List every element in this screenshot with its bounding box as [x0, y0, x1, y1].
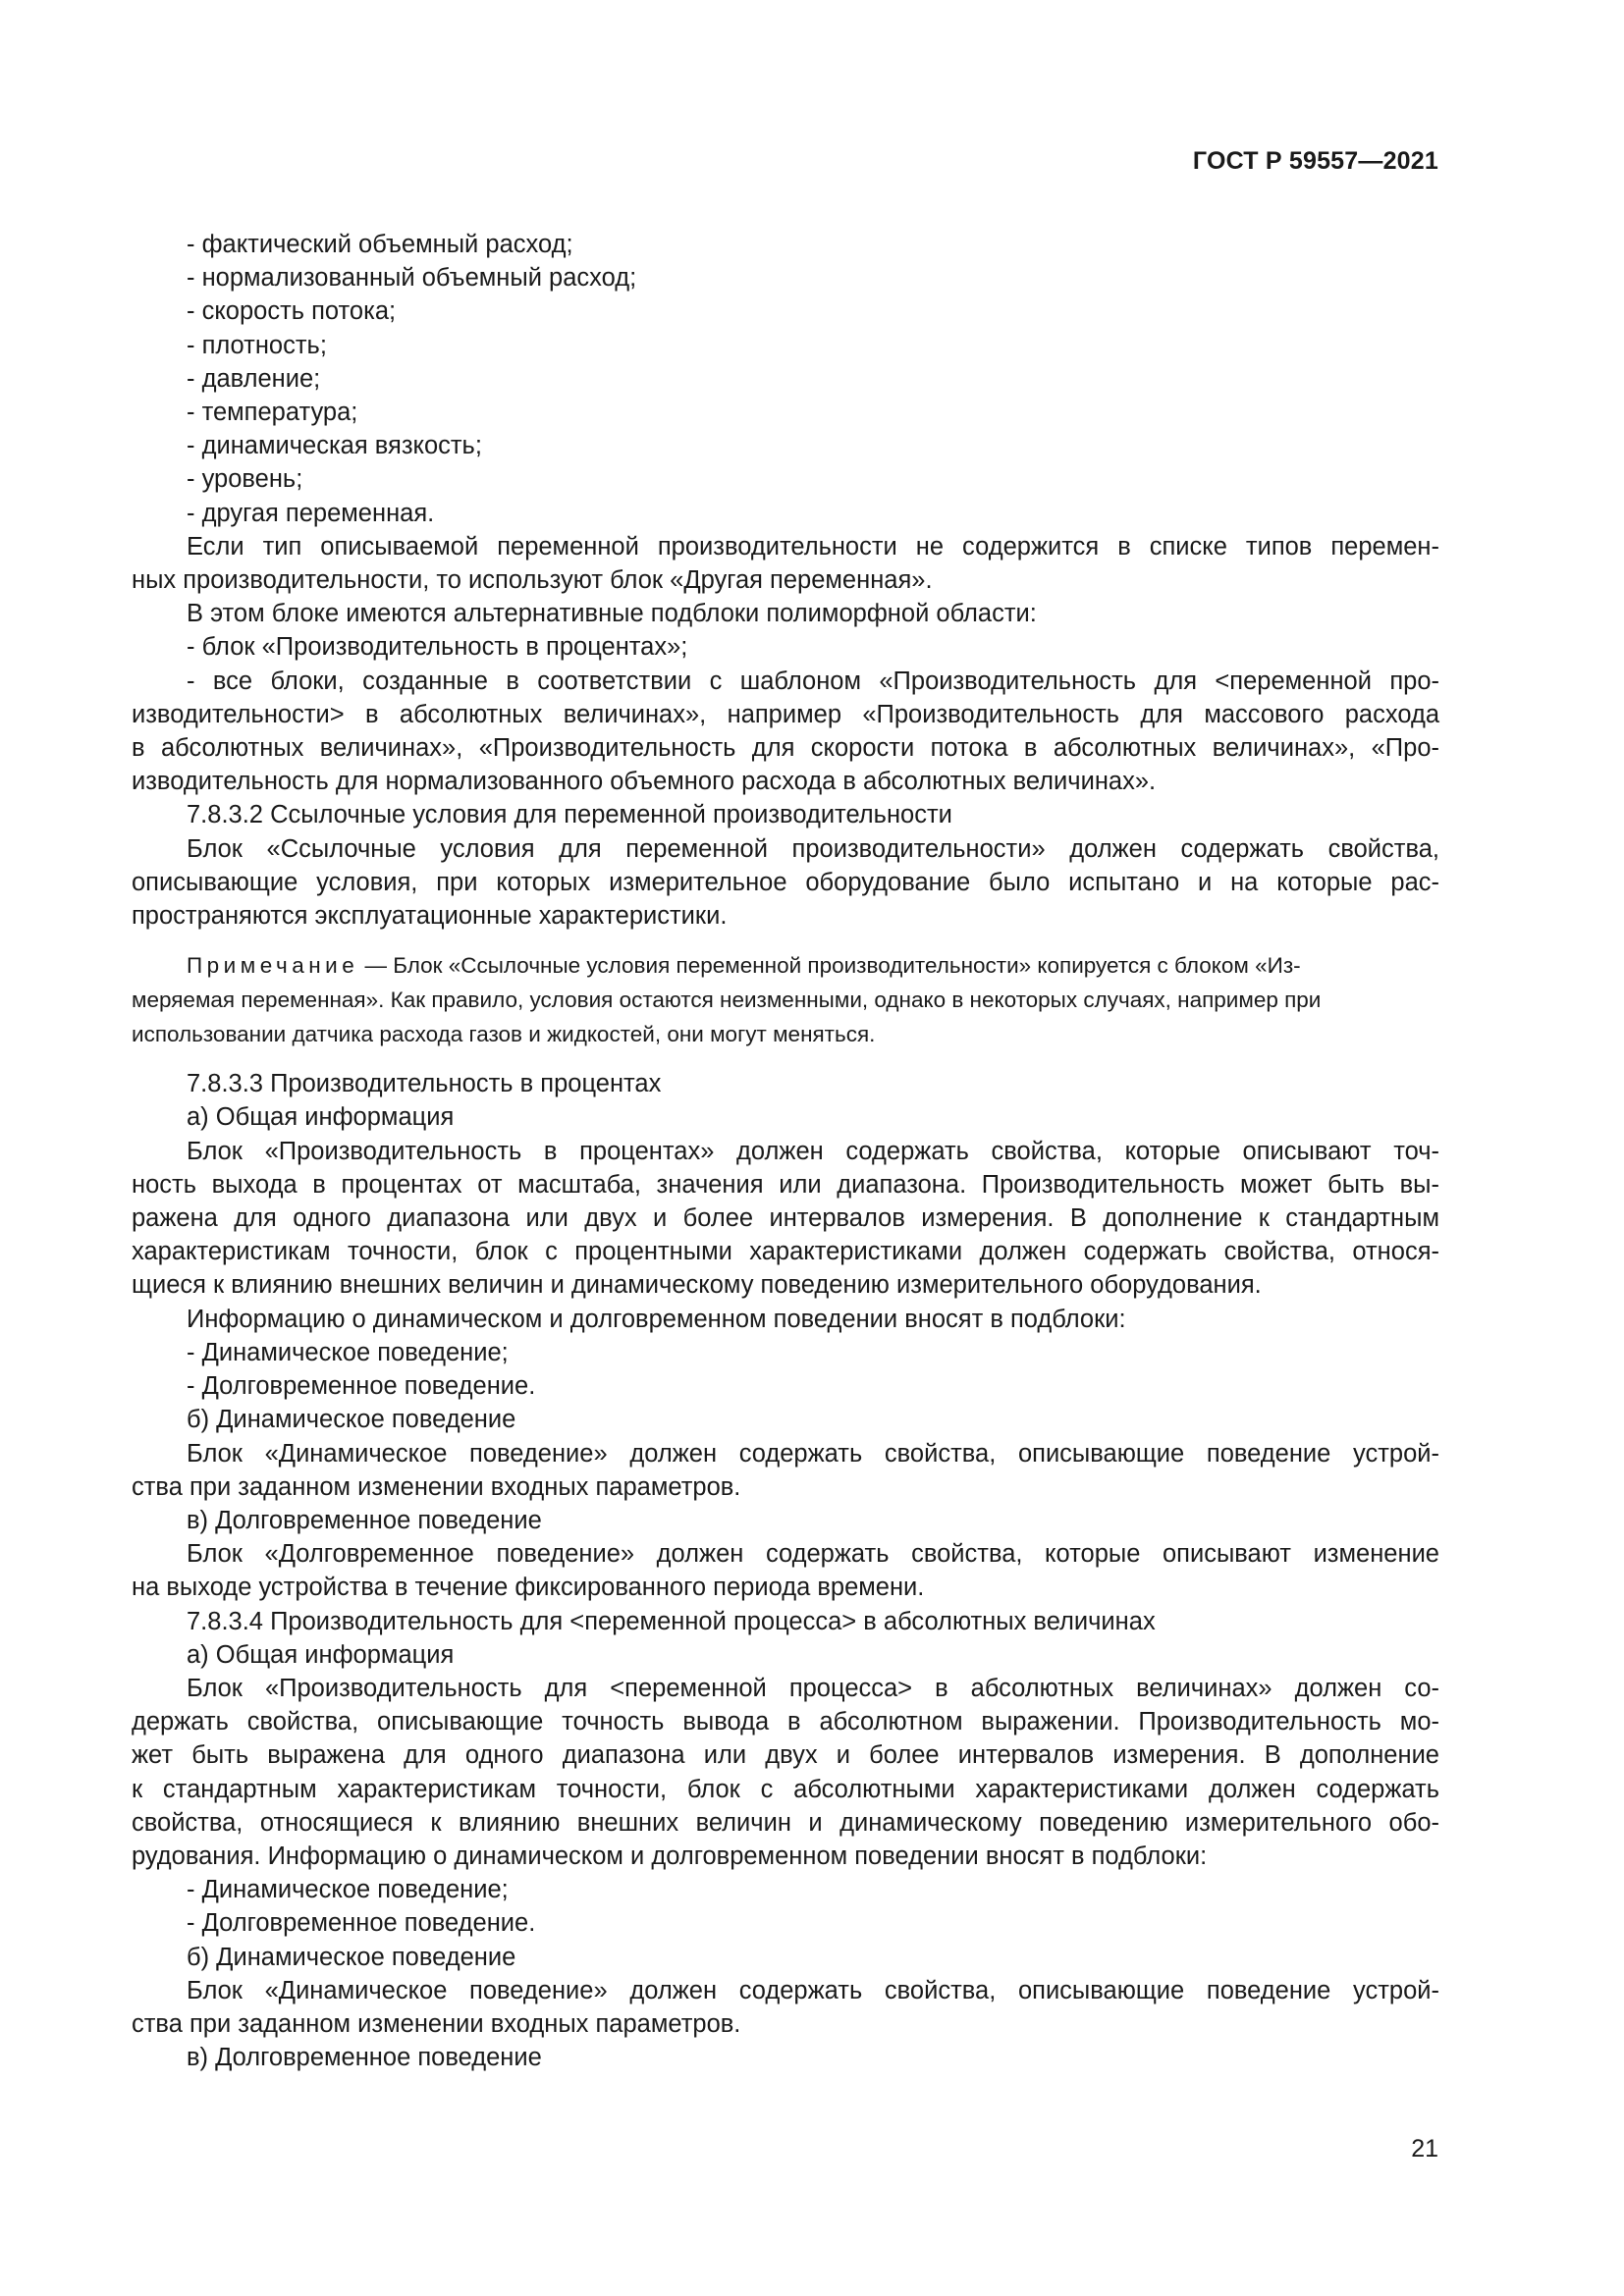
text-line: - уровень;	[187, 465, 303, 494]
note-line-1	[132, 948, 1439, 983]
text-line: щиеся к влиянию внешних величин и динамическому поведению измерительного оборудования.	[132, 1271, 1262, 1300]
text-line: - скорость потока;	[187, 297, 397, 326]
text-line: жет быть выражена для одного диапазона или двух и более интервалов измерения. В дополнение	[132, 1741, 1439, 1770]
text-line: 7.8.3.3 Производительность в процентах	[187, 1070, 662, 1098]
text-line: на выходе устройства в течение фиксированного периода времени.	[132, 1574, 925, 1602]
text-line: описывающие условия, при которых измерительное оборудование было испытано и на которые рас-	[132, 868, 1439, 896]
text-line: - нормализованный объемный расход;	[187, 264, 637, 293]
text-line: - температура;	[187, 399, 358, 427]
page-body	[132, 228, 1439, 2074]
text-line: в) Долговременное поведение	[187, 2044, 542, 2072]
note-line-2: меряемая переменная». Как правило, условия остаются неизменными, однако в некоторых случаях, например при	[132, 988, 1322, 1013]
text-line: - все блоки, созданные в соответствии с шаблоном «Производительность для <переменной про-	[187, 667, 1439, 695]
text-line: Блок «Ссылочные условия для переменной производительности» должен содержать свойства,	[187, 834, 1439, 863]
text-block-after-note	[132, 1067, 1439, 2074]
text-line: - другая переменная.	[187, 499, 435, 527]
text-line: 7.8.3.2 Ссылочные условия для переменной производительности	[187, 801, 952, 829]
note-text: — Блок «Ссылочные условия переменной производительности» копируется с блоком «Из-	[358, 953, 1301, 979]
text-line: Блок «Производительность для <переменной процесса> в абсолютных величинах» должен со-	[187, 1674, 1439, 1702]
text-line: Блок «Динамическое поведение» должен содержать свойства, описывающие поведение устрой-	[187, 1439, 1439, 1468]
text-line: - Динамическое поведение;	[187, 1338, 509, 1366]
text-line: изводительности> в абсолютных величинах», например «Производительность для массового расхода	[132, 700, 1439, 728]
page-number: 21	[1411, 2135, 1438, 2163]
standard-number: ГОСТ Р 59557—2021	[1192, 147, 1438, 175]
text-line: пространяются эксплуатационные характеристики.	[132, 902, 728, 931]
text-line: - Динамическое поведение;	[187, 1876, 509, 1904]
text-line: ства при заданном изменении входных параметров.	[132, 1472, 741, 1501]
note-block	[132, 948, 1439, 1051]
text-line: Блок «Динамическое поведение» должен содержать свойства, описывающие поведение устрой-	[187, 1976, 1439, 2004]
note-label: Примечание	[187, 953, 359, 979]
text-line: - динамическая вязкость;	[187, 432, 482, 460]
text-line: изводительность для нормализованного объемного расхода в абсолютных величинах».	[132, 768, 1157, 796]
text-line: Блок «Производительность в процентах» должен содержать свойства, которые описывают точ-	[187, 1137, 1439, 1165]
text-line: а) Общая информация	[187, 1640, 455, 1669]
text-line: ства при заданном изменении входных параметров.	[132, 2009, 741, 2038]
text-line: Информацию о динамическом и долговременном поведении вносят в подблоки:	[187, 1305, 1126, 1333]
document-header	[1193, 147, 1438, 176]
text-line: а) Общая информация	[187, 1103, 455, 1132]
text-line: - плотность;	[187, 331, 327, 359]
text-line: характеристикам точности, блок с процентными характеристиками должен содержать свойства, относя-	[132, 1238, 1439, 1266]
text-line: в) Долговременное поведение	[187, 1506, 542, 1534]
text-line: рудования. Информацию о динамическом и долговременном поведении вносят в подблоки:	[132, 1842, 1208, 1870]
text-line: ность выхода в процентах от масштаба, значения или диапазона. Производительность может быть вы-	[132, 1170, 1439, 1199]
text-line: в абсолютных величинах», «Производительность для скорости потока в абсолютных величинах», «Про-	[132, 734, 1439, 763]
note-line-3: использовании датчика расхода газов и жидкостей, они могут меняться.	[132, 1022, 876, 1047]
text-block-before-note	[132, 228, 1439, 933]
text-line: свойства, относящиеся к влиянию внешних величин и динамическому поведению измерительного обо-	[132, 1808, 1439, 1837]
text-line: 7.8.3.4 Производительность для <переменной процесса> в абсолютных величинах	[187, 1607, 1156, 1635]
text-line: Блок «Долговременное поведение» должен содержать свойства, которые описывают изменение	[187, 1540, 1439, 1569]
text-line: ражена для одного диапазона или двух и более интервалов измерения. В дополнение к стандартным	[132, 1204, 1439, 1233]
text-line: б) Динамическое поведение	[187, 1406, 516, 1434]
text-line: Если тип описываемой переменной производительности не содержится в списке типов перемен-	[187, 532, 1439, 561]
text-line: - давление;	[187, 364, 321, 393]
text-line: - Долговременное поведение.	[187, 1372, 536, 1401]
text-line: ных производительности, то используют блок «Другая переменная».	[132, 566, 933, 595]
text-line: к стандартным характеристикам точности, блок с абсолютными характеристиками должен содержать	[132, 1775, 1439, 1803]
text-line: - Долговременное поведение.	[187, 1909, 536, 1938]
text-line: держать свойства, описывающие точность вывода в абсолютном выражении. Производительность мо-	[132, 1708, 1439, 1736]
text-line: - фактический объемный расход;	[187, 231, 573, 258]
text-line: В этом блоке имеются альтернативные подблоки полиморфной области:	[187, 600, 1037, 628]
text-line: б) Динамическое поведение	[187, 1943, 516, 1971]
text-line: - блок «Производительность в процентах»;	[187, 633, 688, 662]
